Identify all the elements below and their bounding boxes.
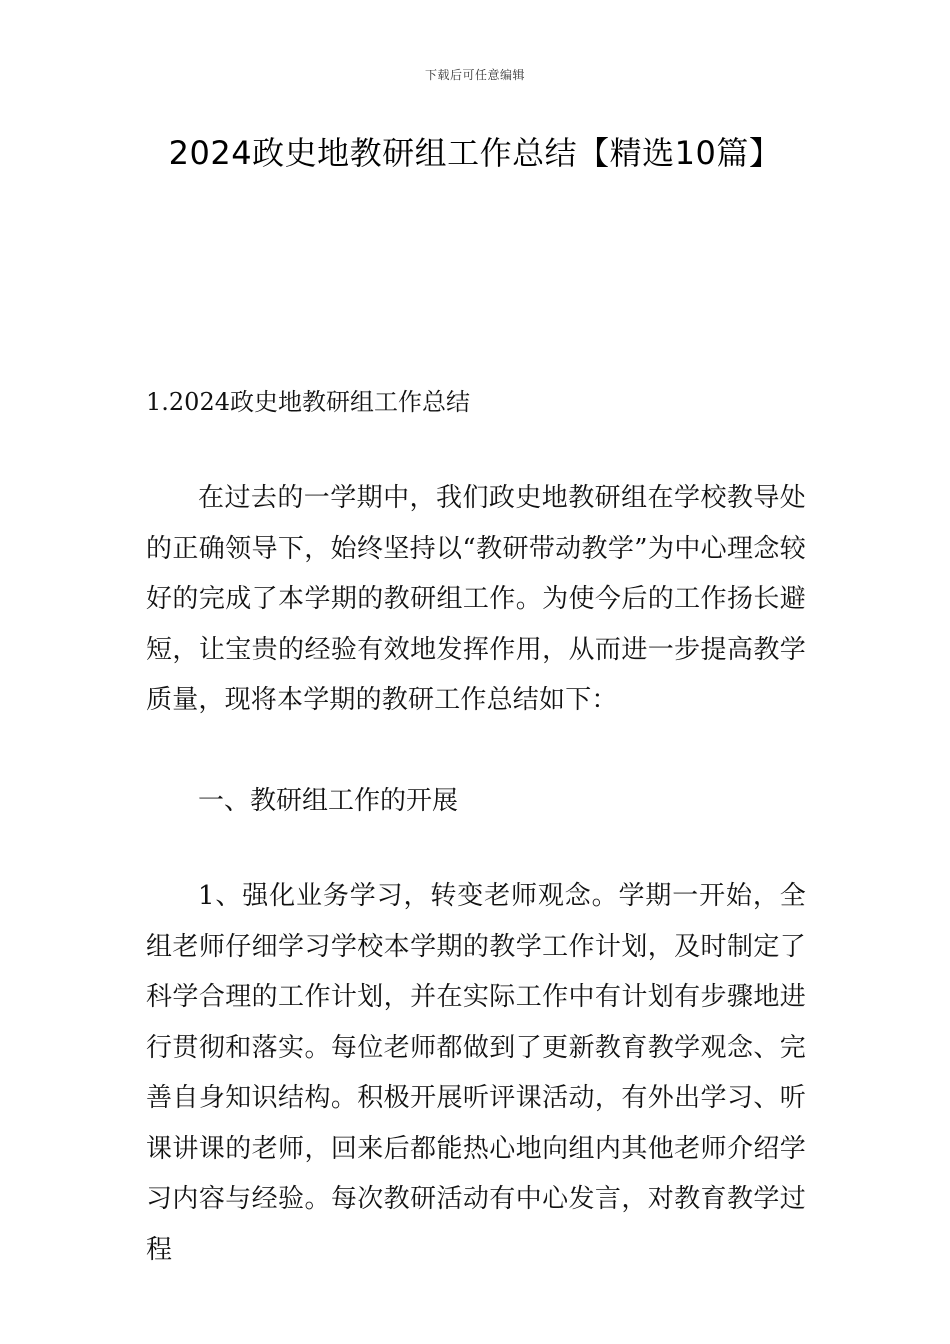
section-heading: 1.2024政史地教研组工作总结 (146, 388, 470, 416)
intro-paragraph: 在过去的一学期中，我们政史地教研组在学校教导处的正确领导下，始终坚持以“教研带动教学”为中心理念较好的完成了本学期的教研组工作。为使今后的工作扬长避短，让宝贵的经验有效地发挥作用，从而进一步提高教学质量，现将本学期的教研工作总结如下： (146, 483, 806, 715)
header-note: 下载后可任意编辑 (424, 68, 525, 82)
item1-paragraph: 1、强化业务学习，转变老师观念。学期一开始，全组老师仔细学习学校本学期的教学工作计划，及时制定了科学合理的工作计划，并在实际工作中有计划有步骤地进行贯彻和落实。每位老师都做到了更新教育教学观念、完善自身知识结构。积极开展听评课活动，有外出学习、听课讲课的老师，回来后都能热心地向组内其他老师介绍学习内容与经验。每次教研活动有中心发言，对教育教学过程 (146, 881, 806, 1265)
document-title: 2024政史地教研组工作总结【精选10篇】 (168, 134, 782, 172)
sub-heading: 一、教研组工作的开展 (198, 786, 459, 816)
